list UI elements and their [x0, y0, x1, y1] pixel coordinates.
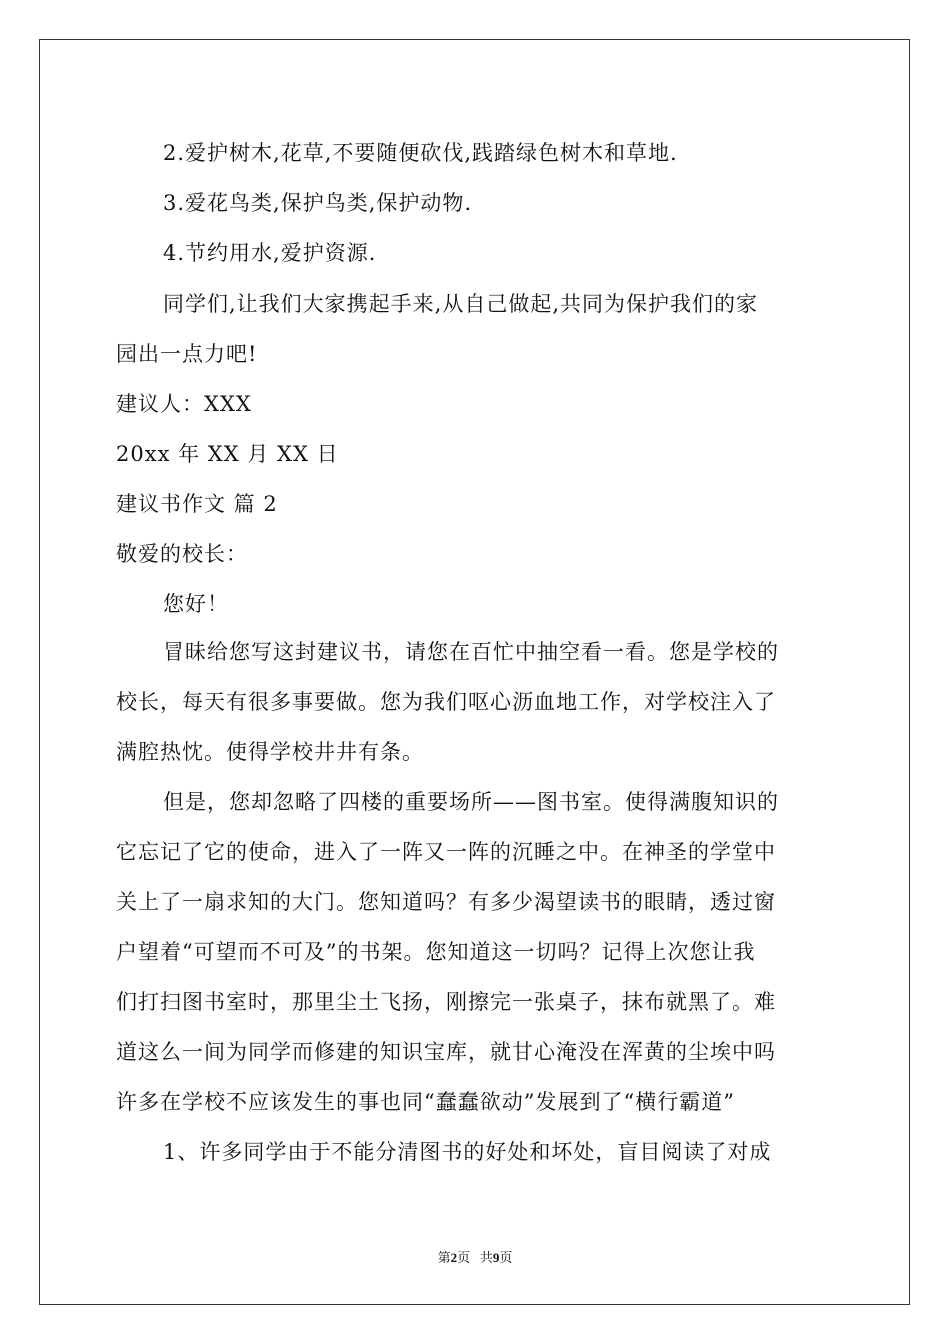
- date-line: 20xx 年 XX 月 XX 日: [116, 442, 339, 466]
- footer-prefix: 第: [437, 1250, 451, 1265]
- text-line: 2.爱护树木,花草,不要随便砍伐,践踏绿色树木和草地.: [163, 141, 678, 165]
- text-line: 关上了一扇求知的大门。您知道吗？有多少渴望读书的眼睛，透过窗: [116, 890, 776, 914]
- text-line: 校长，每天有很多事要做。您为我们呕心沥血地工作，对学校注入了: [116, 690, 776, 714]
- text-line: 它忘记了它的使命，进入了一阵又一阵的沉睡之中。在神圣的学堂中: [116, 840, 776, 864]
- text-line: 冒昧给您写这封建议书，请您在百忙中抽空看一看。您是学校的: [163, 640, 779, 664]
- text-line: 4.节约用水,爱护资源.: [163, 241, 377, 265]
- text-line: 们打扫图书室时，那里尘土飞扬，刚擦完一张桌子，抹布就黑了。难: [116, 990, 776, 1014]
- text-line: 1、许多同学由于不能分清图书的好处和坏处，盲目阅读了对成: [163, 1140, 772, 1164]
- salutation: 敬爱的校长：: [116, 542, 248, 566]
- text-line: 园出一点力吧!: [116, 342, 258, 366]
- section-heading: 建议书作文 篇 2: [116, 492, 278, 516]
- text-line: 户望着“可望而不可及”的书架。您知道这一切吗？记得上次您让我: [116, 940, 756, 964]
- text-line: 同学们,让我们大家携起手来,从自己做起,共同为保护我们的家: [163, 292, 759, 316]
- text-line: 但是，您却忽略了四楼的重要场所——图书室。使得满腹知识的: [163, 790, 779, 814]
- total-page-count: 9: [492, 1250, 500, 1265]
- text-line: 道这么一间为同学而修建的知识宝库，就甘心淹没在浑黄的尘埃中吗: [116, 1040, 776, 1064]
- greeting: 您好！: [163, 592, 229, 616]
- text-line: 满腔热忱。使得学校井井有条。: [116, 740, 424, 764]
- text-line: 3.爱花鸟类,保护鸟类,保护动物.: [163, 191, 473, 215]
- current-page-number: 2: [450, 1250, 458, 1265]
- signature-line: 建议人：XXX: [116, 392, 252, 416]
- footer-suffix: 页: [499, 1250, 513, 1265]
- text-line: 许多在学校不应该发生的事也同“蠢蠢欲动”发展到了“横行霸道”: [116, 1090, 735, 1114]
- page-footer: [0, 1247, 950, 1266]
- footer-middle: 页 共: [457, 1250, 493, 1265]
